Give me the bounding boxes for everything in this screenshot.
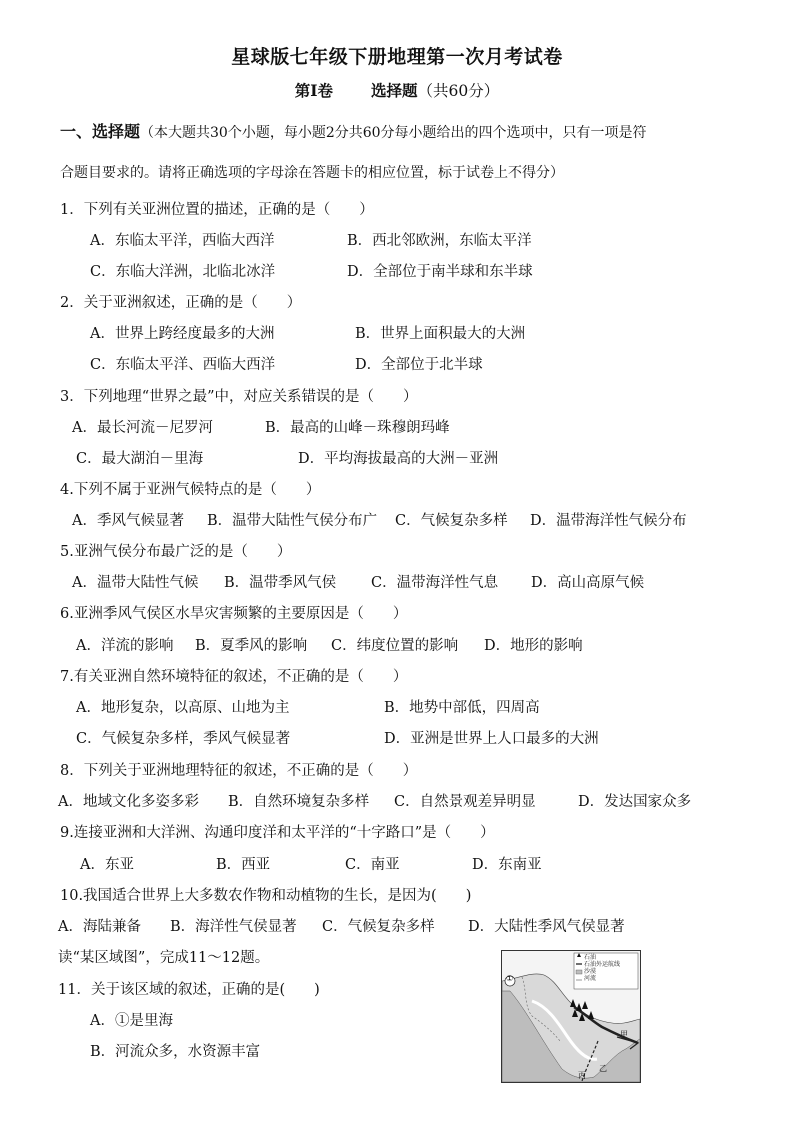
legend-oil-route: 石油外运航线 bbox=[584, 961, 621, 968]
question-4-option-d[interactable]: D．温带海洋性气候分布 bbox=[530, 513, 687, 529]
question-11-stem: 11．关于该区域的叙述，正确的是( ) bbox=[58, 982, 320, 998]
question-9-stem: 9.连接亚洲和大洋洲、沟通印度洋和太平洋的“十字路口”是（ ） bbox=[60, 825, 495, 841]
map-label-bing: 丙 bbox=[578, 1071, 586, 1080]
question-7-option-a[interactable]: A．地形复杂，以高原、山地为主 bbox=[76, 700, 290, 716]
question-4-option-a[interactable]: A．季风气候显著 bbox=[72, 513, 184, 529]
question-6-option-c[interactable]: C．纬度位置的影响 bbox=[331, 638, 459, 654]
exam-title: 星球版七年级下册地理第一次月考试卷 bbox=[231, 46, 563, 68]
legend-oil: 石油 bbox=[584, 954, 597, 961]
question-8-option-a[interactable]: A．地域文化多姿多彩 bbox=[58, 794, 199, 810]
question-9-option-c[interactable]: C．南亚 bbox=[345, 857, 400, 873]
question-6-option-d[interactable]: D．地形的影响 bbox=[484, 638, 583, 654]
question-11-option-b[interactable]: B．河流众多，水资源丰富 bbox=[90, 1044, 261, 1060]
legend-river: 河流 bbox=[584, 975, 597, 982]
question-1-option-a[interactable]: A．东临太平洋，西临大西洋 bbox=[90, 233, 275, 249]
section-one-instructions bbox=[60, 122, 647, 143]
question-7-option-c[interactable]: C．气候复杂多样，季风气候显著 bbox=[76, 731, 291, 747]
question-3-option-c[interactable]: C．最大湖泊－里海 bbox=[76, 451, 204, 467]
question-4-stem: 4.下列不属于亚洲气候特点的是（ ） bbox=[60, 482, 321, 498]
question-10-stem: 10.我国适合世界上大多数农作物和动植物的生长，是因为( ) bbox=[60, 888, 472, 904]
question-10-option-d[interactable]: D．大陆性季风气侯显著 bbox=[468, 919, 625, 935]
question-3-option-b[interactable]: B．最高的山峰－珠穆朗玛峰 bbox=[265, 420, 450, 436]
question-8-option-b[interactable]: B．自然环境复杂多样 bbox=[228, 794, 370, 810]
question-4-option-c[interactable]: C．气候复杂多样 bbox=[395, 513, 508, 529]
section-one-desc-1: （本大题共30个小题，每小题2分共60分每小题给出的四个选项中，只有一项是符 bbox=[140, 125, 647, 141]
section-name: 选择题 bbox=[371, 81, 418, 100]
question-7-option-d[interactable]: D．亚洲是世界上人口最多的大洲 bbox=[384, 731, 599, 747]
question-6-option-b[interactable]: B．夏季风的影响 bbox=[195, 638, 308, 654]
question-1-stem: 1．下列有关亚洲位置的描述，正确的是（ ） bbox=[60, 202, 374, 218]
reading-prompt: 读“某区域图”，完成11～12题。 bbox=[58, 950, 270, 966]
question-5-stem: 5.亚洲气侯分布最广泛的是（ ） bbox=[60, 544, 292, 560]
question-8-option-d[interactable]: D．发达国家众多 bbox=[578, 794, 692, 810]
legend-desert: 沙漠 bbox=[584, 968, 597, 975]
section-score: （共60分） bbox=[417, 82, 500, 100]
section-one-desc-2: 合题目要求的。请将正确选项的字母涂在答题卡的相应位置，标于试卷上不得分） bbox=[60, 165, 564, 181]
question-5-option-a[interactable]: A．温带大陆性气候 bbox=[72, 575, 199, 591]
question-1-option-d[interactable]: D．全部位于南半球和东半球 bbox=[347, 264, 533, 280]
question-1-option-c[interactable]: C．东临大洋洲，北临北冰洋 bbox=[90, 264, 276, 280]
map-legend bbox=[584, 954, 620, 982]
question-6-stem: 6.亚洲季风气侯区水旱灾害频繁的主要原因是（ ） bbox=[60, 606, 408, 622]
question-1-option-b[interactable]: B．西北邻欧洲，东临太平洋 bbox=[347, 233, 532, 249]
question-8-option-c[interactable]: C．自然景观差异明显 bbox=[394, 794, 536, 810]
question-4-option-b[interactable]: B．温带大陆性气侯分布广 bbox=[207, 513, 378, 529]
question-5-option-b[interactable]: B．温带季风气侯 bbox=[224, 575, 337, 591]
map-label-yi: 乙 bbox=[599, 1064, 607, 1073]
question-11-option-a[interactable]: A．①是里海 bbox=[90, 1013, 173, 1029]
map-label-jia: 甲 bbox=[620, 1030, 628, 1039]
question-2-option-a[interactable]: A．世界上跨经度最多的大洲 bbox=[90, 326, 275, 342]
question-8-stem: 8．下列关于亚洲地理特征的叙述，不正确的是（ ） bbox=[60, 763, 418, 779]
question-10-option-a[interactable]: A．海陆兼备 bbox=[58, 919, 141, 935]
question-9-option-b[interactable]: B．西亚 bbox=[216, 857, 271, 873]
question-9-option-d[interactable]: D．东南亚 bbox=[472, 857, 542, 873]
question-2-stem: 2．关于亚洲叙述，正确的是（ ） bbox=[60, 295, 302, 311]
question-2-option-b[interactable]: B．世界上面积最大的大洲 bbox=[355, 326, 526, 342]
question-3-option-d[interactable]: D．平均海拔最高的大洲－亚洲 bbox=[298, 451, 499, 467]
question-10-option-c[interactable]: C．气候复杂多样 bbox=[322, 919, 435, 935]
question-5-option-d[interactable]: D．高山高原气候 bbox=[531, 575, 645, 591]
volume-label: 第Ⅰ卷 bbox=[294, 81, 333, 100]
question-7-option-b[interactable]: B．地势中部低，四周高 bbox=[384, 700, 540, 716]
part-heading bbox=[0, 79, 794, 101]
question-6-option-a[interactable]: A．洋流的影响 bbox=[76, 638, 174, 654]
question-7-stem: 7.有关亚洲自然环境特征的叙述，不正确的是（ ） bbox=[60, 669, 408, 685]
question-3-option-a[interactable]: A．最长河流－尼罗河 bbox=[72, 420, 213, 436]
question-10-option-b[interactable]: B．海洋性气侯显著 bbox=[170, 919, 297, 935]
question-3-stem: 3．下列地理“世界之最”中，对应关系错误的是（ ） bbox=[60, 389, 418, 405]
region-map bbox=[501, 950, 641, 1083]
question-2-option-d[interactable]: D．全部位于北半球 bbox=[355, 357, 483, 373]
section-one-heading: 一、选择题 bbox=[60, 122, 141, 141]
map-label-1: ① bbox=[506, 974, 514, 983]
question-9-option-a[interactable]: A．东亚 bbox=[80, 857, 134, 873]
question-2-option-c[interactable]: C．东临太平洋、西临大西洋 bbox=[90, 357, 276, 373]
question-5-option-c[interactable]: C．温带海洋性气息 bbox=[371, 575, 499, 591]
